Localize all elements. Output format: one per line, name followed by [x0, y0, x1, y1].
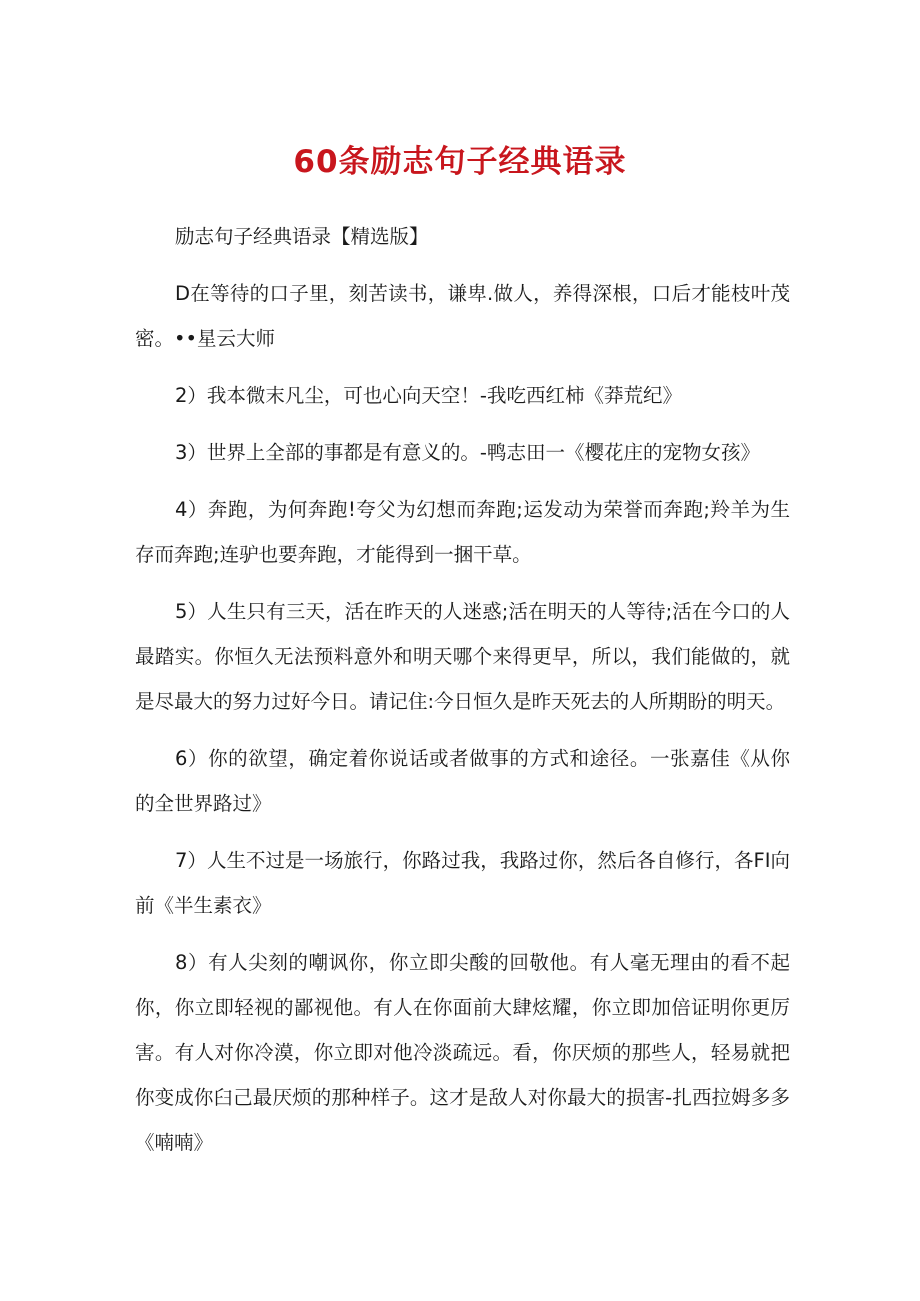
paragraph-quote-2: 2）我本微末凡尘，可也心向天空！-我吃西红柿《莽荒纪》: [175, 384, 682, 407]
document-title: 60条励志句子经典语录: [293, 144, 627, 180]
paragraph-quote-1: D在等待的口子里，刻苦读书，谦卑.做人，养得深根，口后才能枝叶茂密。••星云大师: [135, 282, 790, 350]
paragraph-subtitle: 励志句子经典语录【精选版】: [175, 225, 429, 248]
paragraph-quote-3: 3）世界上全部的事都是有意义的。-鸭志田一《樱花庄的宠物女孩》: [175, 441, 760, 464]
paragraph-quote-5: 5）人生只有三天，活在昨天的人迷惑;活在明天的人等待;活在今口的人最踏实。你恒久无法预料意外和明天哪个来得更早，所以，我们能做的，就是尽最大的努力过好今日。请记住:今日恒久是昨天死去的人所期盼的明天。: [135, 600, 790, 713]
paragraph-quote-8: 8）有人尖刻的嘲讽你，你立即尖酸的回敬他。有人毫无理由的看不起你，你立即轻视的鄙视他。有人在你面前大肆炫耀，你立即加倍证明你更厉害。有人对你冷漠，你立即对他冷淡疏远。看，你厌烦的那些人，轻易就把你变成你臼己最厌烦的那种样子。这才是敌人对你最大的损害-扎西拉姆多多《喃喃》: [135, 951, 790, 1154]
paragraph-quote-7: 7）人生不过是一场旅行，你路过我，我路过你，然后各自修行，各FI向前《半生素衣》: [135, 849, 790, 917]
paragraph-quote-4: 4）奔跑，为何奔跑!夸父为幻想而奔跑;运发动为荣誉而奔跑;羚羊为生存而奔跑;连驴也要奔跑，才能得到一捆干草。: [135, 498, 790, 566]
paragraph-quote-6: 6）你的欲望，确定着你说话或者做事的方式和途径。一张嘉佳《从你的全世界路过》: [135, 747, 790, 815]
document-body: [135, 214, 790, 1177]
